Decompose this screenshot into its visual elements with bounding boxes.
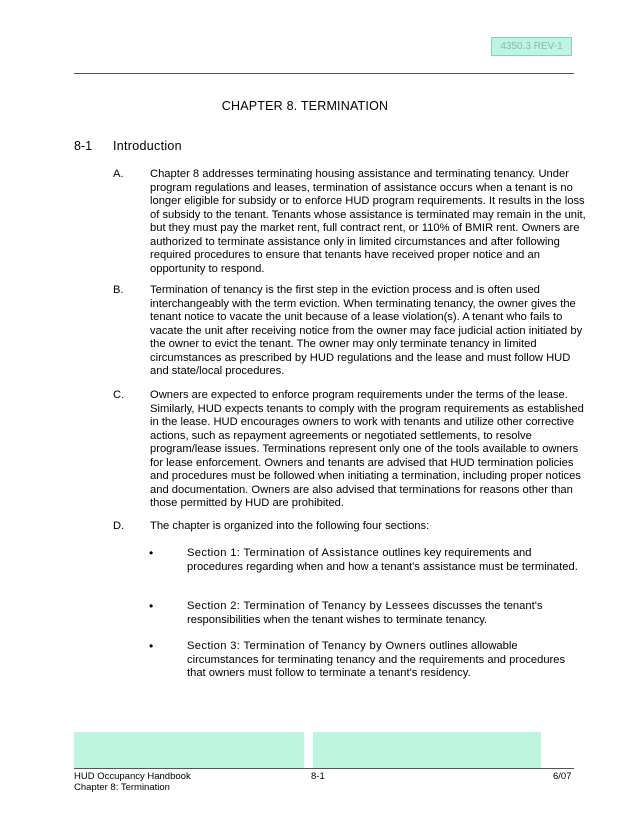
item-text: Owners are expected to enforce program requirements under the terms of the lease. Similarly, HUD expects tenants to comply with the program requirements as established in the lease. HUD encourages owners to work with tenants and utilize other corrective actions, such as repayment agreements or negotiated settlements, to resolve program/lease issues. Terminations represent only one of the tools available to owners for lease enforcement. Owners and tenants are advised that HUD termination policies and procedures must be followed when initiating a termination, including proper notices and documentation. Owners are also advised that terminations for reasons other than those permitted by HUD are prohibited. [150, 389, 584, 509]
bullet-icon: • [149, 599, 154, 613]
item-letter: D. [113, 520, 125, 532]
bullet-lead: Section 2: Termination of Tenancy by Lessees [187, 600, 430, 612]
bullet-rest: outlines key requirements and procedures regarding when and how a tenant's assistance must be terminated. [187, 547, 578, 573]
footer-date: 6/07 [553, 771, 572, 782]
item-text: Chapter 8 addresses terminating housing assistance and terminating tenancy. Under program regulations and leases, termination of assistance occurs when a tenant is no longer eligible for subsidy or to enforce HUD program requirements. It results in the loss of subsidy to the tenant. Tenants whose assistance is terminated may remain in the unit, but they must pay the market rent, full contract rent, or 110% of BMIR rent. Owners are authorized to terminate assistance only in limited circumstances and after following required procedures to ensure that tenants have received proper notice and an opportunity to respond. [150, 168, 586, 275]
footer-box-right [313, 732, 541, 768]
footer-box-left [74, 732, 304, 768]
chapter-title: CHAPTER 8. TERMINATION [221, 99, 389, 113]
bullet-lead: Section 1: Termination of Assistance [187, 547, 380, 559]
footer-chapter: Chapter 8: Termination [74, 782, 170, 793]
item-letter: C. [113, 389, 125, 401]
footer-page-number: 8-1 [311, 771, 325, 782]
revision-badge: 4350.3 REV-1 [491, 37, 572, 56]
section-number: 8-1 [74, 139, 93, 153]
item-text: Termination of tenancy is the first step in the eviction process and is often used interchangeably with the term eviction. When terminating tenancy, the owner gives the tenant notice to vacate the unit because of a lease violation(s). A tenant who fails to vacate the unit after receiving notice from the owner may face judicial action initiated by the owner to evict the tenant. The owner may only terminate tenancy in limited circumstances as prescribed by HUD regulations and the lease and must follow HUD and state/local procedures. [150, 284, 583, 377]
bullet-text [187, 547, 582, 574]
section-title: Introduction [113, 139, 182, 153]
item-text: The chapter is organized into the following four sections: [150, 520, 430, 532]
item-letter: B. [113, 284, 124, 296]
bullet-text [187, 600, 582, 627]
bullet-icon: • [149, 639, 154, 653]
header-rule [74, 73, 574, 74]
bullet-icon: • [149, 546, 154, 560]
footer-rule [74, 768, 574, 769]
bullet-rest: discusses the tenant's responsibilities when the tenant wishes to terminate tenancy. [187, 600, 543, 626]
bullet-lead: Section 3: Termination of Tenancy by Owners [187, 640, 427, 652]
bullet-rest: outlines allowable circumstances for terminating tenancy and the requirements and procedures that owners must follow to terminate a tenant's residency. [187, 640, 566, 679]
footer-handbook: HUD Occupancy Handbook [74, 771, 191, 782]
item-letter: A. [113, 168, 124, 180]
bullet-text [187, 640, 582, 681]
